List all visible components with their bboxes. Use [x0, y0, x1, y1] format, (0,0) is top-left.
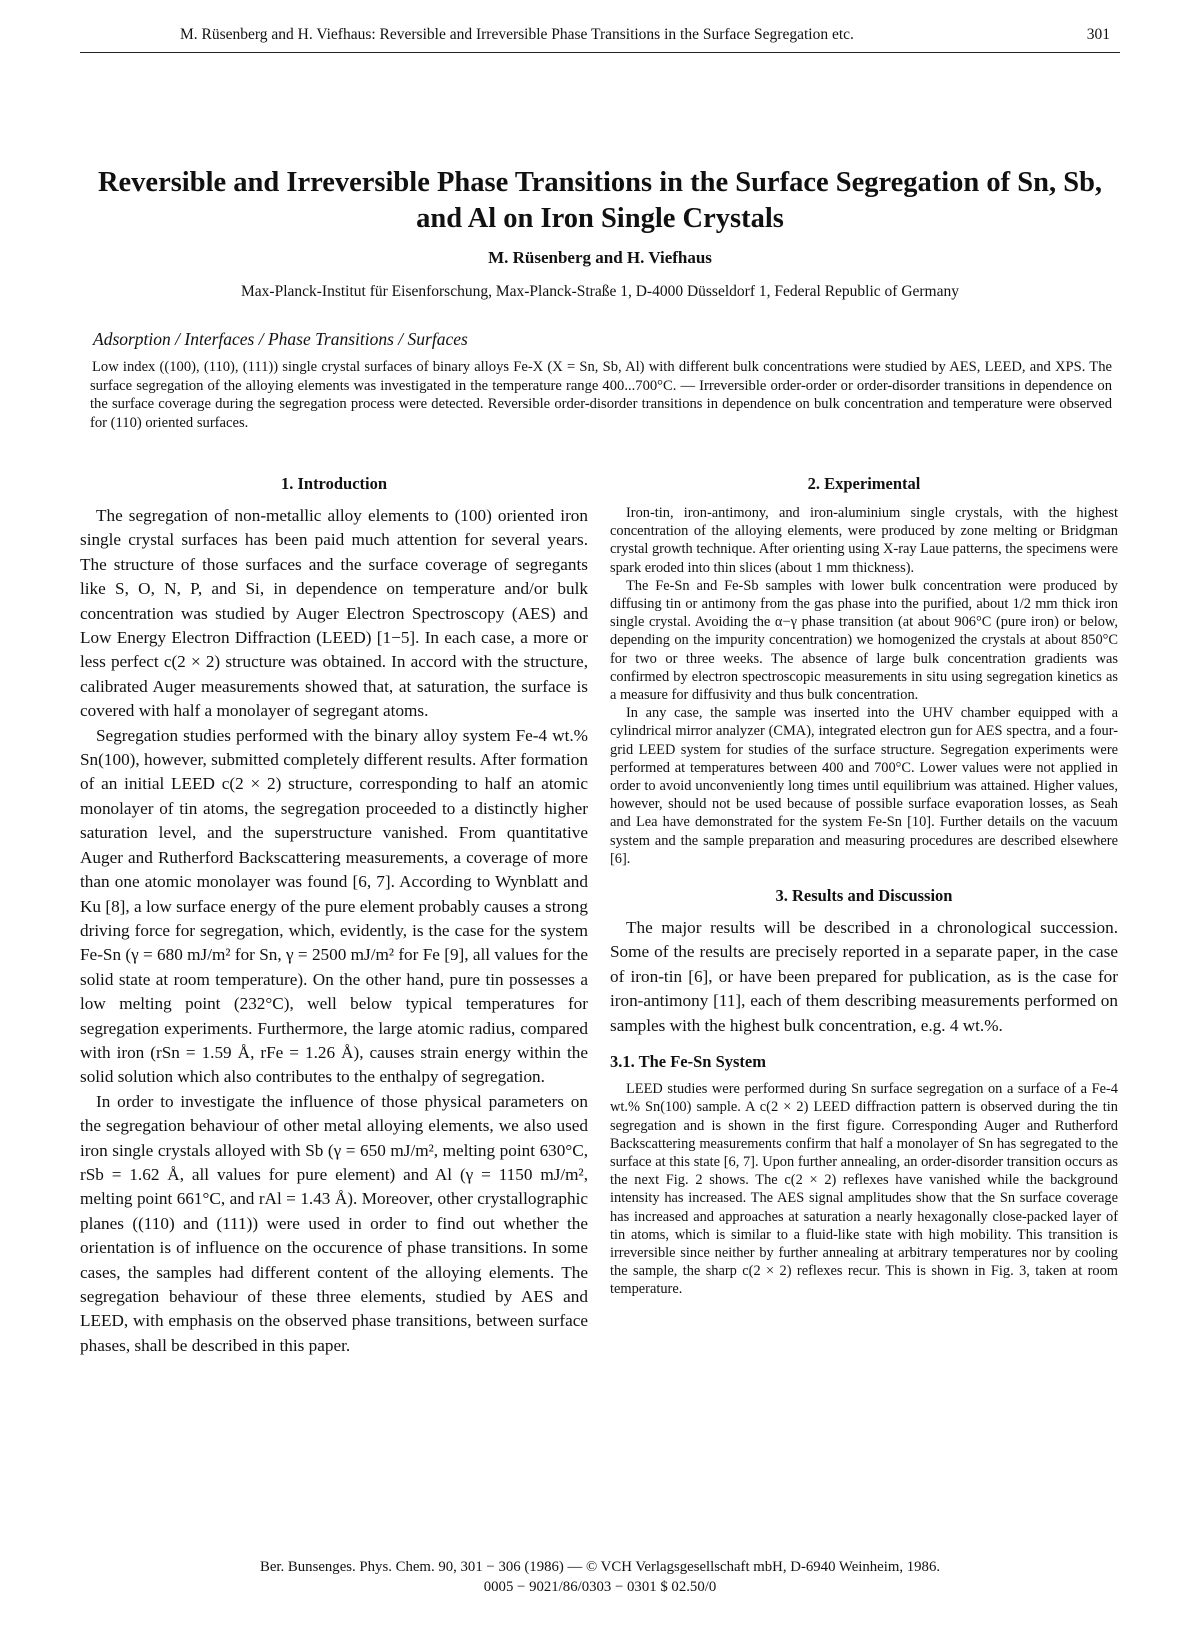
left-column [80, 474, 588, 1358]
keywords: Adsorption / Interfaces / Phase Transitions / Surfaces [93, 329, 468, 349]
abstract: Low index ((100), (110), (111)) single crystal surfaces of binary alloys Fe-X (X = Sn, Sb, Al) with different bulk concentrations were studied by AES, LEED, and XPS. The surface segregation of the alloying elements was investigated in the temperature range 400...700°C. — Irreversible order-order or order-disorder transitions in dependence on the surface coverage during the segregation process were detected. Reversible order-disorder transitions in dependence on bulk concentration and temperature were observed for (110) oriented surfaces. [90, 359, 1112, 431]
footer-issn: 0005 − 9021/86/0303 − 0301 $ 02.50/0 [483, 1579, 717, 1595]
section-heading-introduction: 1. Introduction [280, 474, 388, 493]
fe-sn-paragraph-1: LEED studies were performed during Sn surface segregation on a surface of a Fe-4 wt.% Sn(100) sample. A c(2 × 2) LEED diffraction pattern is observed during the tin segregation and is shown in the first figure. Corresponding Auger and Rutherford Backscattering measurements confirm that half a monolayer of Sn has segregated to the surface at this state [6, 7]. Upon further annealing, an order-disorder transition occurs as the next Fig. 2 shows. The c(2 × 2) reflexes have vanished while the background intensity has increased. The AES signal amplitudes show that the Sn surface coverage has increased and approaches at saturation a nearly hexagonally close-packed layer of tin atoms, which is similar to a fluid-like state with high mobility. This transition is irreversible since neither by further annealing at arbitrary temperatures nor by cooling the sample, the sharp c(2 × 2) reflexes recur. This is shown in Fig. 3, taken at room temperature. [610, 1081, 1118, 1298]
paper-title: Reversible and Irreversible Phase Transitions in the Surface Segregation of Sn, Sb, and Al on Iron Single Crystals [97, 167, 1103, 234]
intro-paragraph-1: The segregation of non-metallic alloy elements to (100) oriented iron single crystal surfaces has been paid much attention for several years. The structure of those surfaces and the surface coverage of segregants like S, O, N, P, and Si, in dependence on temperature and/or bulk concentration was studied by Auger Electron Spectroscopy (AES) and Low Energy Electron Diffraction (LEED) [1−5]. In each case, a more or less perfect c(2 × 2) structure was obtained. In accord with the structure, calibrated Auger measurements showed that, at saturation, the surface is covered with half a monolayer of segregant atoms. [80, 506, 588, 721]
section-heading-results: 3. Results and Discussion [775, 886, 953, 906]
intro-paragraph-2: Segregation studies performed with the binary alloy system Fe-4 wt.% Sn(100), however, submitted completely different results. After formation of an initial LEED c(2 × 2) structure, corresponding to half an atomic monolayer of tin atoms, the segregation proceeded to a distinctly higher saturation level, and the superstructure vanished. From quantitative Auger and Rutherford Backscattering measurements, a coverage of more than one atomic monolayer was found [6, 7]. According to Wynblatt and Ku [8], a low surface energy of the pure element probably causes a strong driving force for segregation, which, evidently, is the case for the system Fe-Sn (γ = 680 mJ/m² for Sn, γ = 2500 mJ/m² for Fe [9], all values for the solid state at room temperature). On the other hand, pure tin possesses a low melting point (232°C), well below typical temperatures for segregation experiments. Furthermore, the large atomic radius, compared with iron (rSn = 1.59 Å, rFe = 1.26 Å), causes strain energy within the solid solution which also contributes to the enthalpy of segregation. [80, 725, 588, 1087]
section-heading-experimental: 2. Experimental [807, 474, 921, 493]
experimental-paragraph-3: In any case, the sample was inserted into the UHV chamber equipped with a cylindrical mirror analyzer (CMA), integrated electron gun for AES spectra, and a four-grid LEED system for studies of the surface structure. Segregation experiments were performed at temperatures between 400 and 700°C. Lower values were not applied in order to avoid unconveniently long times until equilibrium was attained. Higher values, however, should not be used because of possible surface evaporation losses, as Seah and Lea have demonstrated for the system Fe-Sn [10]. Further details on the vacuum system and the sample preparation and measuring procedures are described elsewhere [6]. [610, 705, 1118, 867]
results-paragraph-1: The major results will be described in a chronological succession. Some of the results are precisely reported in a separate paper, in the case of iron-tin [6], or have been prepared for publication, as is the case for iron-antimony [11], each of them describing measurements performed on samples with the highest bulk concentration, e.g. 4 wt.%. [610, 918, 1118, 1035]
running-head-text: M. Rüsenberg and H. Viefhaus: Reversible and Irreversible Phase Transitions in the Surface Segregation etc. [180, 26, 854, 43]
running-head [80, 22, 1120, 53]
page-number: 301 [1086, 26, 1110, 43]
experimental-paragraph-1: Iron-tin, iron-antimony, and iron-aluminium single crystals, with the highest concentration of the alloying elements, were produced by zone melting or Bridgman crystal growth technique. After orienting using X-ray Laue patterns, the specimens were spark eroded into thin slices (about 1 mm thickness). [610, 505, 1118, 576]
affiliation: Max-Planck-Institut für Eisenforschung, Max-Planck-Straße 1, D-4000 Düsseldorf 1, Federal Republic of Germany [241, 283, 959, 300]
authors: M. Rüsenberg and H. Viefhaus [488, 248, 712, 267]
subsection-heading-fe-sn: 3.1. The Fe-Sn System [610, 1052, 766, 1072]
experimental-paragraph-2: The Fe-Sn and Fe-Sb samples with lower bulk concentration were produced by diffusing tin or antimony from the gas phase into the purified, about 1/2 mm thick iron single crystal. Avoiding the α−γ phase transition (at about 906°C (pure iron) or below, depending on the impurity concentration) we homogenized the crystals at about 850°C for two or three weeks. The absence of large bulk concentration gradients was confirmed by electron spectroscopic measurements in situ using segregation kinetics as a measure for diffusivity and thus bulk concentration. [610, 577, 1118, 704]
right-column [610, 474, 1118, 1299]
footer [80, 1557, 1120, 1597]
intro-paragraph-3: In order to investigate the influence of those physical parameters on the segregation behaviour of other metal alloying elements, we also used iron single crystals alloyed with Sb (γ = 650 mJ/m², melting point 630°C, rSb = 1.62 Å, all values for pure element) and Al (γ = 1150 mJ/m², melting point 661°C, and rAl = 1.43 Å). Moreover, other crystallographic planes ((110) and (111)) were used in order to find out whether the orientation is of influence on the occurence of phase transitions. In some cases, the samples had different content of the alloying elements. The segregation behaviour of these three elements, studied by AES and LEED, with emphasis on the observed phase transitions, between surface phases, shall be described in this paper. [80, 1091, 588, 1355]
footer-citation: Ber. Bunsenges. Phys. Chem. 90, 301 − 306 (1986) — © VCH Verlagsgesellschaft mbH, D-6940 Weinheim, 1986. [259, 1559, 941, 1575]
